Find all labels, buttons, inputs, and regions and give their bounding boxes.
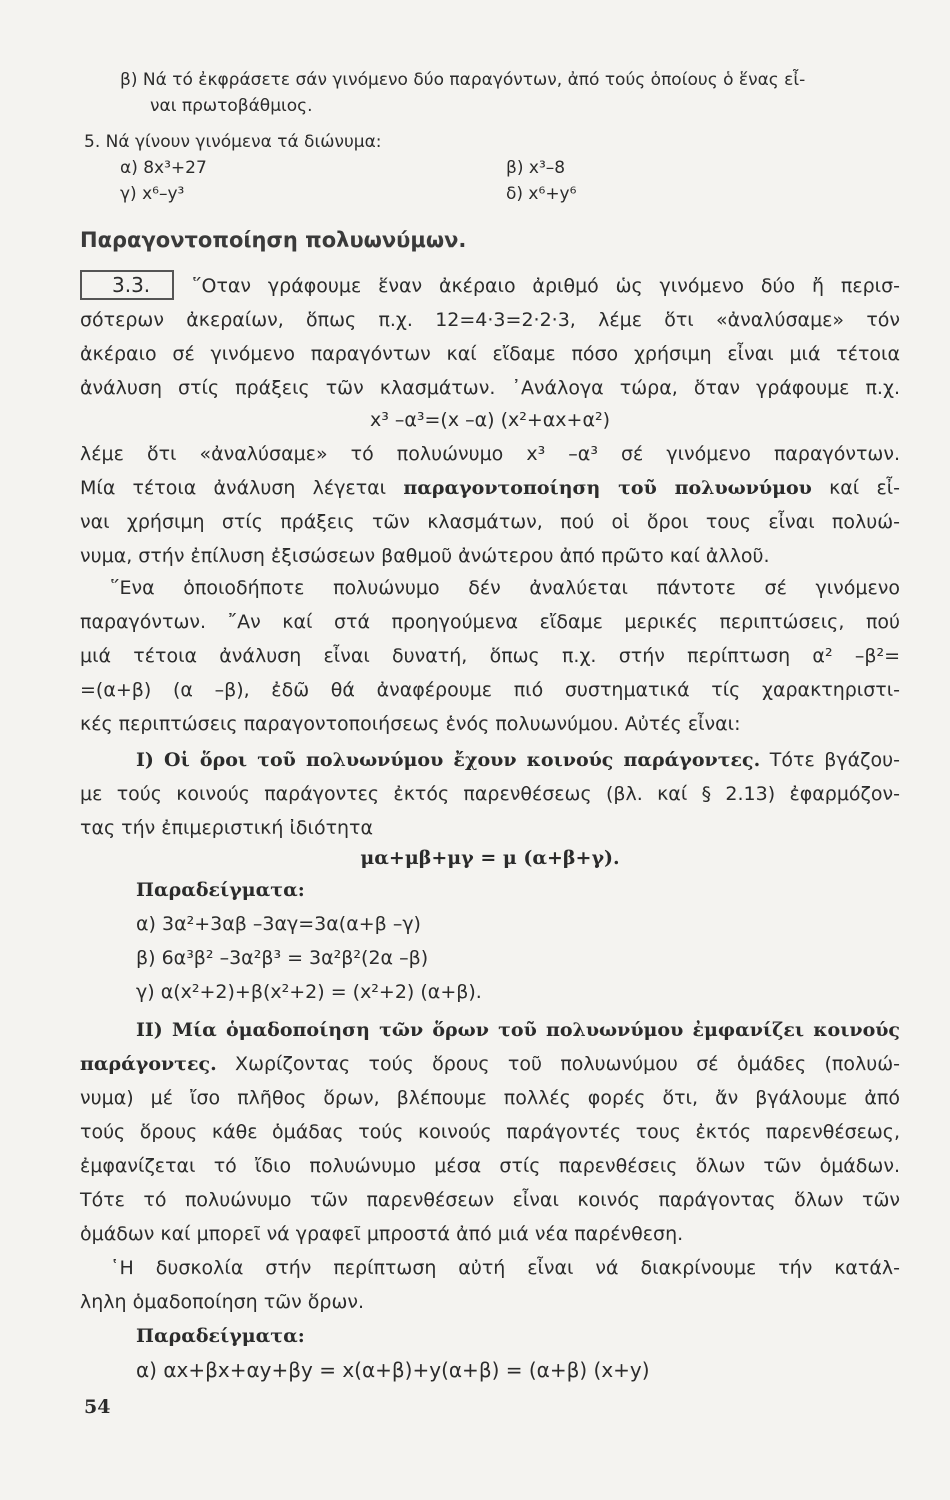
case1-text: Τότε βγάζου-: [760, 749, 900, 771]
formula-cube-difference: x³ –α³=(x –α) (x²+αx+α²): [369, 409, 611, 431]
section-number-box: 3.3.: [80, 270, 174, 300]
para1-line2: σότερων ἀκεραίων, ὅπως π.χ. 12=4·3=2·2·3, λέμε ὅτι «ἀναλύσαμε» τόν: [80, 309, 900, 331]
exercise-5d: δ) x⁶+y⁶: [506, 184, 577, 204]
example-2a: α) αx+βx+αy+βy = x(α+β)+y(α+β) = (α+β) (x+y): [136, 1358, 650, 1382]
case2-text: Χωρίζοντας τούς ὅρους τοῦ πολυωνύμου σέ ὁμάδες (πολυώ-: [216, 1053, 900, 1075]
para3-line1: ῞Ενα ὁποιοδήποτε πολυώνυμο δέν ἀναλύεται πάντοτε σέ γινόμενο: [110, 577, 900, 599]
case2-line4: ἐμφανίζεται τό ἴδιο πολυώνυμο μέσα στίς παρενθέσεις ὅλων τῶν ὁμάδων.: [80, 1155, 900, 1177]
para2-line2: ναι χρήσιμη στίς πράξεις τῶν κλασμάτων, πού οἱ ὅροι τους εἶναι πολυώ-: [80, 511, 900, 533]
para2-line3: νυμα, στήν ἐπίλυση ἐξισώσεων βαθμοῦ ἀνώτερου ἀπό πρῶτο καί ἀλλοῦ.: [80, 545, 770, 567]
para1-line4: ἀνάλυση στίς πράξεις τῶν κλασμάτων. ᾿Ανάλογα τώρα, ὅταν γράφουμε π.χ.: [80, 377, 900, 399]
term-factorization: παραγοντοποίηση τοῦ πολυωνύμου: [403, 477, 812, 499]
exercise-5b: β) x³–8: [506, 158, 566, 178]
case2-line8: ληλη ὁμαδοποίηση τῶν ὅρων.: [80, 1291, 365, 1313]
para1-line1: ῞Οταν γράφουμε ἕναν ἀκέραιο ἀριθμό ὡς γινόμενο δύο ἤ περισ-: [192, 275, 900, 297]
example-1b: β) 6α³β² –3α²β³ = 3α²β²(2α –β): [136, 947, 429, 969]
para3-line4: =(α+β) (α –β), ἐδῶ θά ἀναφέρουμε πιό συστηματικά τίς χαρακτηριστι-: [80, 679, 900, 701]
examples-heading-2: Παραδείγματα:: [136, 1325, 305, 1347]
case2-line6: ὁμάδων καί μπορεῖ νά γραφεῖ μπροστά ἀπό μιά νέα παρένθεση.: [80, 1223, 684, 1245]
para1-line3: ἀκέραιο σέ γινόμενο παραγόντων καί εἴδαμε πόσο χρήσιμη εἶναι μιά τέτοια: [80, 343, 900, 365]
example-1c: γ) α(x²+2)+β(x²+2) = (x²+2) (α+β).: [136, 981, 482, 1003]
para2-text-end: καί εἶ-: [811, 477, 900, 499]
case2-title-end: παράγοντες.: [80, 1053, 217, 1075]
exercise-5a: α) 8x³+27: [120, 158, 207, 178]
case1-title: I) Οἱ ὅροι τοῦ πολυωνύμου ἔχουν κοινούς παράγοντες.: [136, 749, 761, 771]
case2-line3: τούς ὅρους κάθε ὁμάδας τούς κοινούς παράγοντές τους ἐκτός παρενθέσεως,: [80, 1121, 900, 1143]
case2-line2: νυμα) μέ ἴσο πλῆθος ὅρων, βλέπουμε πολλές φορές ὅτι, ἄν βγάλουμε ἀπό: [80, 1087, 900, 1109]
exercise-5c: γ) x⁶–y³: [120, 184, 185, 204]
para1-line5: λέμε ὅτι «ἀναλύσαμε» τό πολυώνυμο x³ –α³ σέ γινόμενο παραγόντων.: [80, 443, 900, 465]
case2-line7: ῾Η δυσκολία στήν περίπτωση αὐτή εἶναι νά διακρίνουμε τήν κατάλ-: [110, 1257, 900, 1279]
case1-line2: με τούς κοινούς παράγοντες ἐκτός παρενθέσεως (βλ. καί § 2.13) ἐφαρμόζον-: [80, 783, 900, 805]
page-number: 54: [84, 1396, 111, 1418]
para3-line3: μιά τέτοια ἀνάλυση εἶναι δυνατή, ὅπως π.χ. στήν περίπτωση α² –β²=: [80, 645, 900, 667]
para3-line5: κές περιπτώσεις παραγοντοποιήσεως ἑνός πολυωνύμου. Αὐτές εἶναι:: [80, 713, 741, 735]
case1-line1: [136, 746, 900, 774]
case2-line1: [80, 1050, 900, 1078]
exercise-5-title: 5. Νά γίνουν γινόμενα τά διώνυμα:: [84, 132, 382, 152]
section-heading: Παραγοντοποίηση πολυωνύμων.: [80, 228, 467, 252]
case2-title-line1: II) Μία ὁμαδοποίηση τῶν ὅρων τοῦ πολυωνύμου ἐμφανίζει κοινούς: [136, 1019, 900, 1041]
distributive-formula: μα+μβ+μγ = μ (α+β+γ).: [360, 847, 620, 869]
exercise-4b-line2: ναι πρωτοβάθμιος.: [150, 96, 313, 116]
case2-line5: Τότε τό πολυώνυμο τῶν παρενθέσεων εἶναι κοινός παράγοντας ὅλων τῶν: [80, 1189, 900, 1211]
para2-line1: [80, 474, 900, 502]
exercise-4b-line1: β) Νά τό ἐκφράσετε σάν γινόμενο δύο παραγόντων, ἀπό τούς ὁποίους ὁ ἕνας εἶ-: [120, 70, 806, 90]
case1-line3: τας τήν ἐπιμεριστική ἰδιότητα: [80, 817, 374, 839]
para2-text-start: Μία τέτοια ἀνάλυση λέγεται: [80, 477, 404, 499]
para3-line2: παραγόντων. ῎Αν καί στά προηγούμενα εἴδαμε μερικές περιπτώσεις, πού: [80, 611, 900, 633]
example-1a: α) 3α²+3αβ –3αγ=3α(α+β –γ): [136, 913, 421, 935]
examples-heading-1: Παραδείγματα:: [136, 879, 305, 901]
